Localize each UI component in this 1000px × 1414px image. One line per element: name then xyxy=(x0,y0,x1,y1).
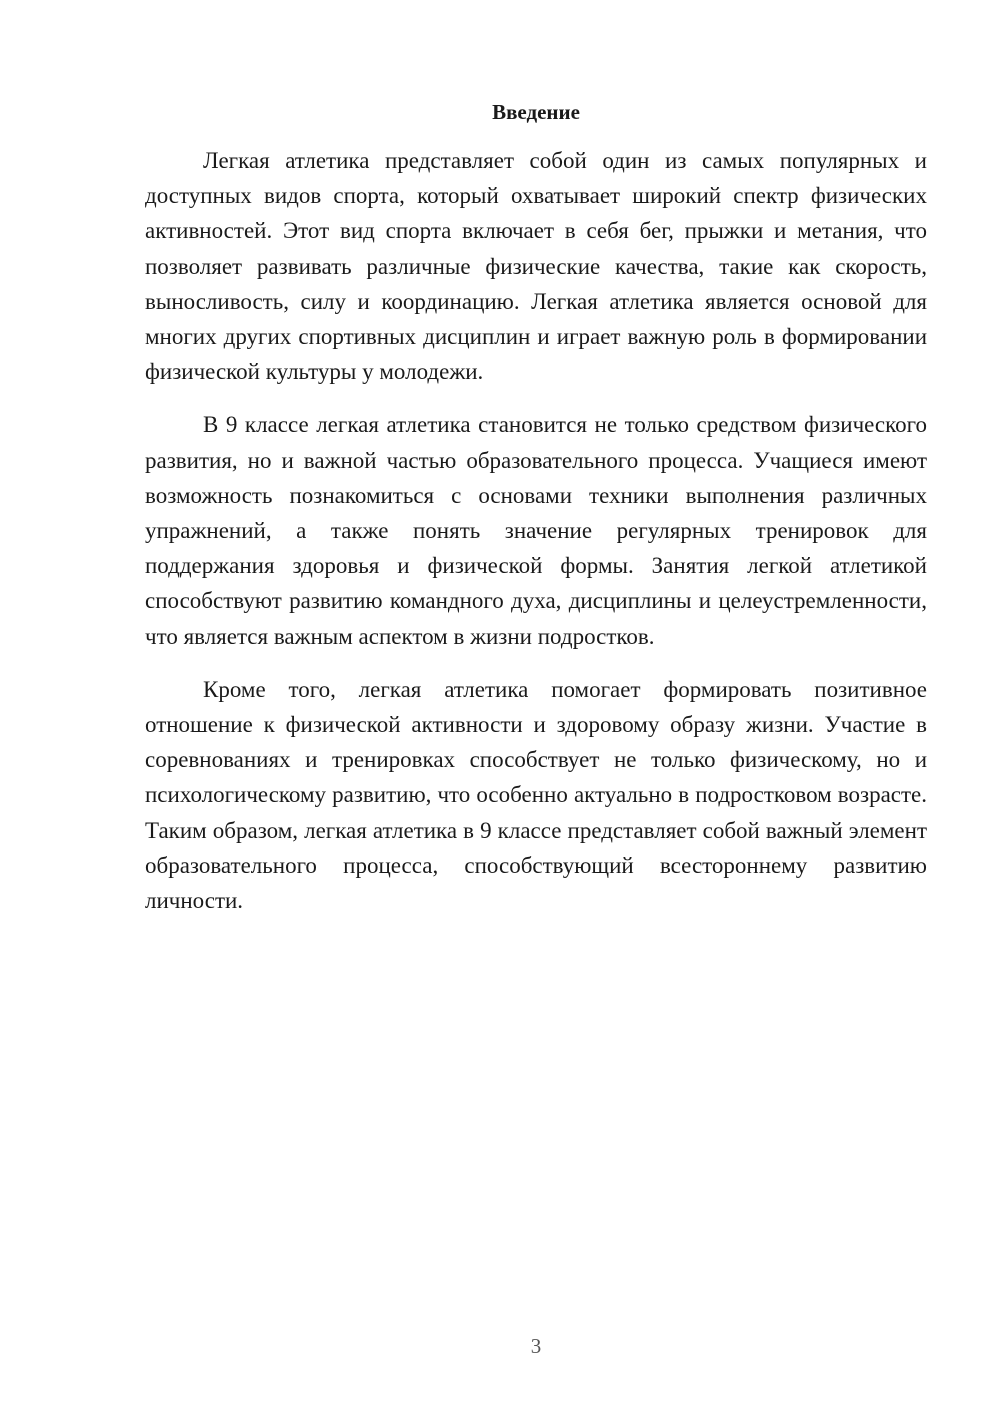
page-number: 3 xyxy=(530,1334,542,1358)
document-body xyxy=(145,143,927,936)
paragraph-conclusion: Кроме того, легкая атлетика помогает формировать позитивное отношение к физической активности и здоровому образу жизни. Участие в соревнованиях и тренировках способствует не только физическому, но и психологическому развитию, что особенно актуально в подростковом возрасте. Таким образом, легкая атлетика в 9 классе представляет собой важный элемент образовательного процесса, способствующий всестороннему развитию личности. xyxy=(145,676,927,914)
page-title: Введение xyxy=(492,100,580,124)
paragraph-intro: Легкая атлетика представляет собой один из самых популярных и доступных видов спорта, который охватывает широкий спектр физических активностей. Этот вид спорта включает в себя бег, прыжки и метания, что позволяет развивать различные физические качества, такие как скорость, выносливость, силу и координацию. Легкая атлетика является основой для многих других спортивных дисциплин и играет важную роль в формировании физической культуры у молодежи. xyxy=(145,148,927,385)
paragraph-grade-9: В 9 классе легкая атлетика становится не только средством физического развития, но и важной частью образовательного процесса. Учащиеся имеют возможность познакомиться с основами техники выполнения различных упражнений, а также понять значение регулярных тренировок для поддержания здоровья и физической формы. Занятия легкой атлетикой способствуют развитию командного духа, дисциплины и целеустремленности, что является важным аспектом в жизни подростков. xyxy=(145,412,927,649)
